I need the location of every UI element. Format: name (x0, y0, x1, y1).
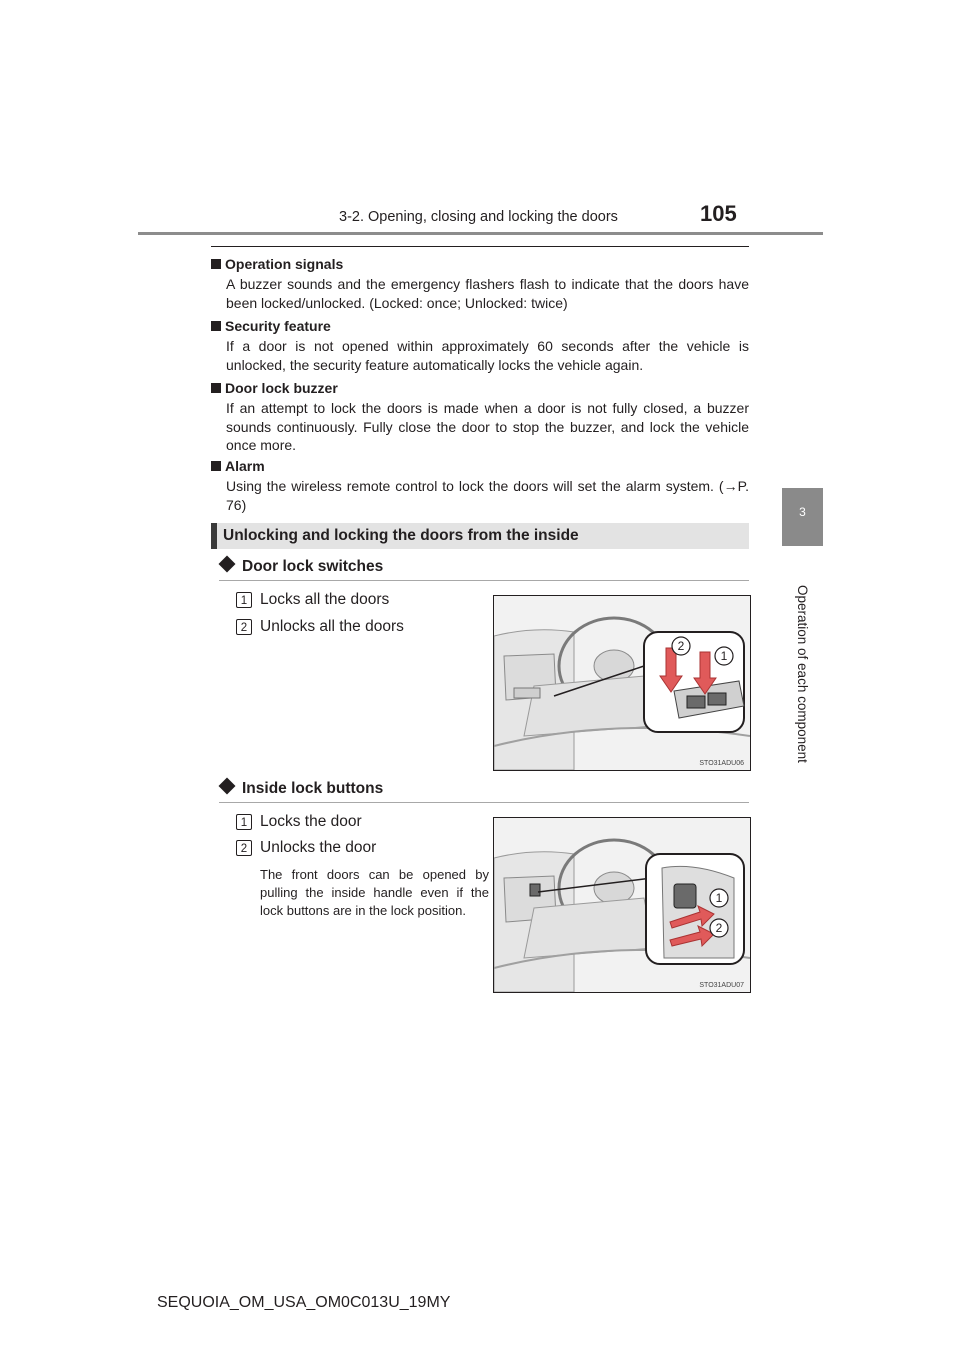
note-security-feature (211, 318, 749, 374)
document-code: SEQUOIA_OM_USA_OM0C013U_19MY (157, 1294, 451, 1311)
figure-callout: 1 (720, 649, 728, 663)
square-bullet-icon (211, 383, 221, 393)
note-alarm (211, 458, 749, 514)
subsection-title: Door lock switches (242, 558, 384, 575)
note-text: If a door is not opened within approximately 60 seconds after the vehicle is unlocked, the security feature automatically locks the vehicle again. (226, 338, 749, 373)
subsection-title: Inside lock buttons (242, 780, 384, 797)
step-text: Unlocks all the doors (260, 618, 404, 635)
step-number-badge: 1 (236, 592, 252, 608)
chapter-number: 3 (799, 505, 806, 519)
figure-code: STO31ADU07 (699, 982, 744, 989)
subsection-rule (219, 802, 749, 803)
note-heading: Alarm (225, 458, 265, 474)
header-title: 3-2. Opening, closing and locking the doors (339, 209, 618, 225)
page-number: 105 (700, 201, 737, 226)
subsection-door-lock-switches (219, 558, 383, 576)
step-number-badge: 1 (236, 814, 252, 830)
figure-callout: 2 (715, 921, 723, 935)
step-text: Locks all the doors (260, 591, 390, 608)
figure-callout: 2 (677, 639, 685, 653)
note-door-lock-buzzer (211, 380, 749, 455)
dashboard-inside-lock-drawing (494, 818, 750, 992)
square-bullet-icon (211, 259, 221, 269)
subsection-rule (219, 580, 749, 581)
subsection-inside-lock-buttons (219, 780, 383, 798)
note-text: Using the wireless remote control to lock the doors will set the alarm system. (→P. 76) (226, 478, 749, 513)
figure-callout: 1 (715, 891, 723, 905)
step-text: Unlocks the door (260, 839, 377, 856)
header-rule (138, 232, 823, 235)
section-title: Unlocking and locking the doors from the inside (223, 527, 579, 544)
dashboard-door-switch-drawing (494, 596, 750, 770)
note-text: If an attempt to lock the doors is made when a door is not fully closed, a buzzer sounds continuously. Fully close the door to stop the buzzer, and lock the vehicle once more. (226, 400, 749, 453)
step-number-badge: 2 (236, 840, 252, 856)
note-text: A buzzer sounds and the emergency flashers flash to indicate that the doors have been locked/unlocked. (Locked: once; Unlocked: twice) (226, 276, 749, 311)
figure-code: STO31ADU06 (699, 760, 744, 767)
inside-lock-note: The front doors can be opened by pulling the inside handle even if the lock buttons are in the lock position. (260, 867, 489, 918)
square-bullet-icon (211, 461, 221, 471)
note-heading: Door lock buzzer (225, 380, 338, 396)
note-operation-signals (211, 256, 749, 312)
diamond-bullet-icon (219, 778, 236, 795)
chapter-title: Operation of each component (795, 585, 810, 763)
diamond-bullet-icon (219, 556, 236, 573)
step-text: Locks the door (260, 813, 362, 830)
notes-top-rule (211, 246, 749, 247)
section-banner (211, 523, 749, 549)
square-bullet-icon (211, 321, 221, 331)
inside-lock-button-illustration (493, 817, 751, 993)
note-heading: Security feature (225, 318, 331, 334)
banner-accent-bar (211, 523, 217, 549)
step-number-badge: 2 (236, 619, 252, 635)
door-lock-switch-illustration (493, 595, 751, 771)
note-heading: Operation signals (225, 256, 344, 272)
